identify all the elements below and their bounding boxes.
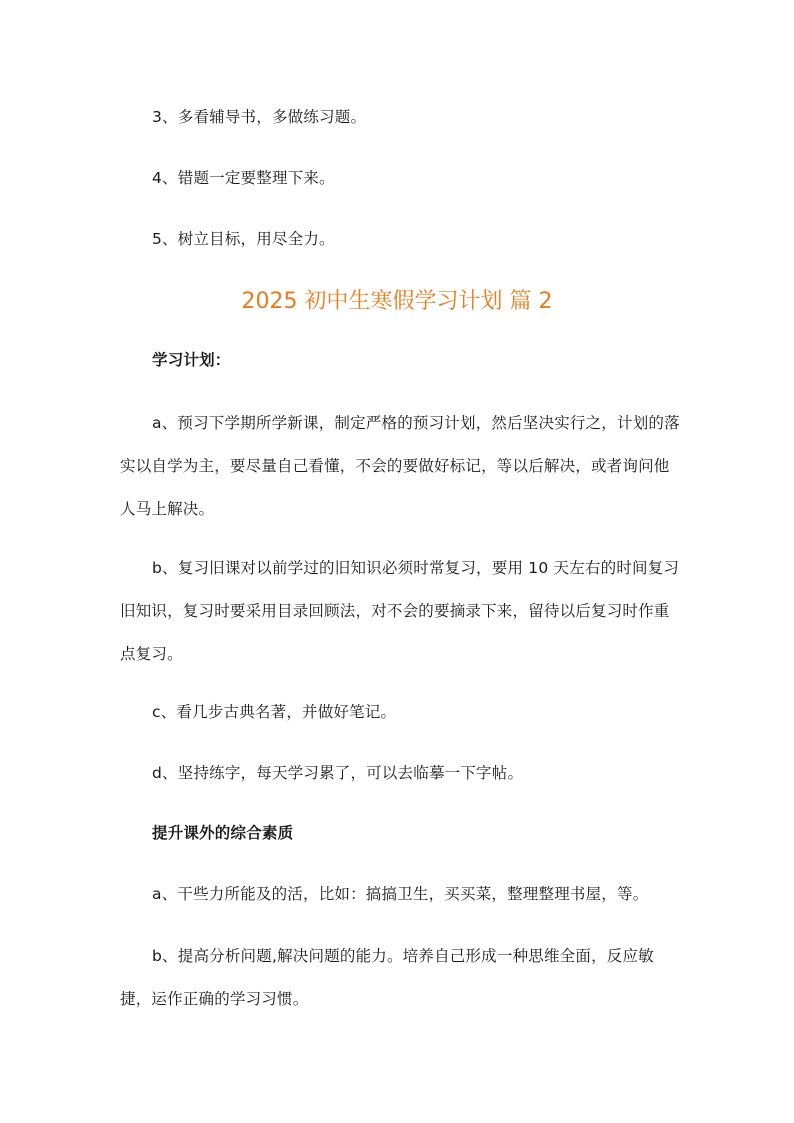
section-title: 2025 初中生寒假学习计划 篇 2: [241, 289, 553, 314]
study-plan-heading: 学习计划：: [152, 351, 231, 369]
quality-heading: 提升课外的综合素质: [152, 824, 294, 842]
study-plan-item: a、预习下学期所学新课，制定严格的预习计划，然后坚决实行之，计划的落实以自学为主，要尽量自己看懂，不会的要做好标记，等以后解决，或者询问他人马上解决。: [120, 414, 680, 518]
quality-item: a、干些力所能及的活，比如：搞搞卫生，买买菜，整理整理书屋，等。: [152, 885, 649, 903]
study-plan-item: b、复习旧课对以前学过的旧知识必须时常复习，要用 10 天左右的时间复习旧知识，复习时要采用目录回顾法，对不会的要摘录下来，留待以后复习时作重点复习。: [120, 559, 680, 663]
quality-item: b、提高分析问题,解决问题的能力。培养自己形成一种思维全面，反应敏捷，运作正确的学习习惯。: [120, 947, 654, 1008]
study-plan-item: d、坚持练字，每天学习累了，可以去临摹一下字帖。: [152, 764, 524, 782]
tip-item: 3、多看辅导书，多做练习题。: [152, 108, 367, 126]
tip-item: 4、错题一定要整理下来。: [152, 169, 335, 187]
tip-item: 5、树立目标，用尽全力。: [152, 230, 335, 248]
study-plan-item: c、看几步古典名著，并做好笔记。: [152, 703, 397, 721]
